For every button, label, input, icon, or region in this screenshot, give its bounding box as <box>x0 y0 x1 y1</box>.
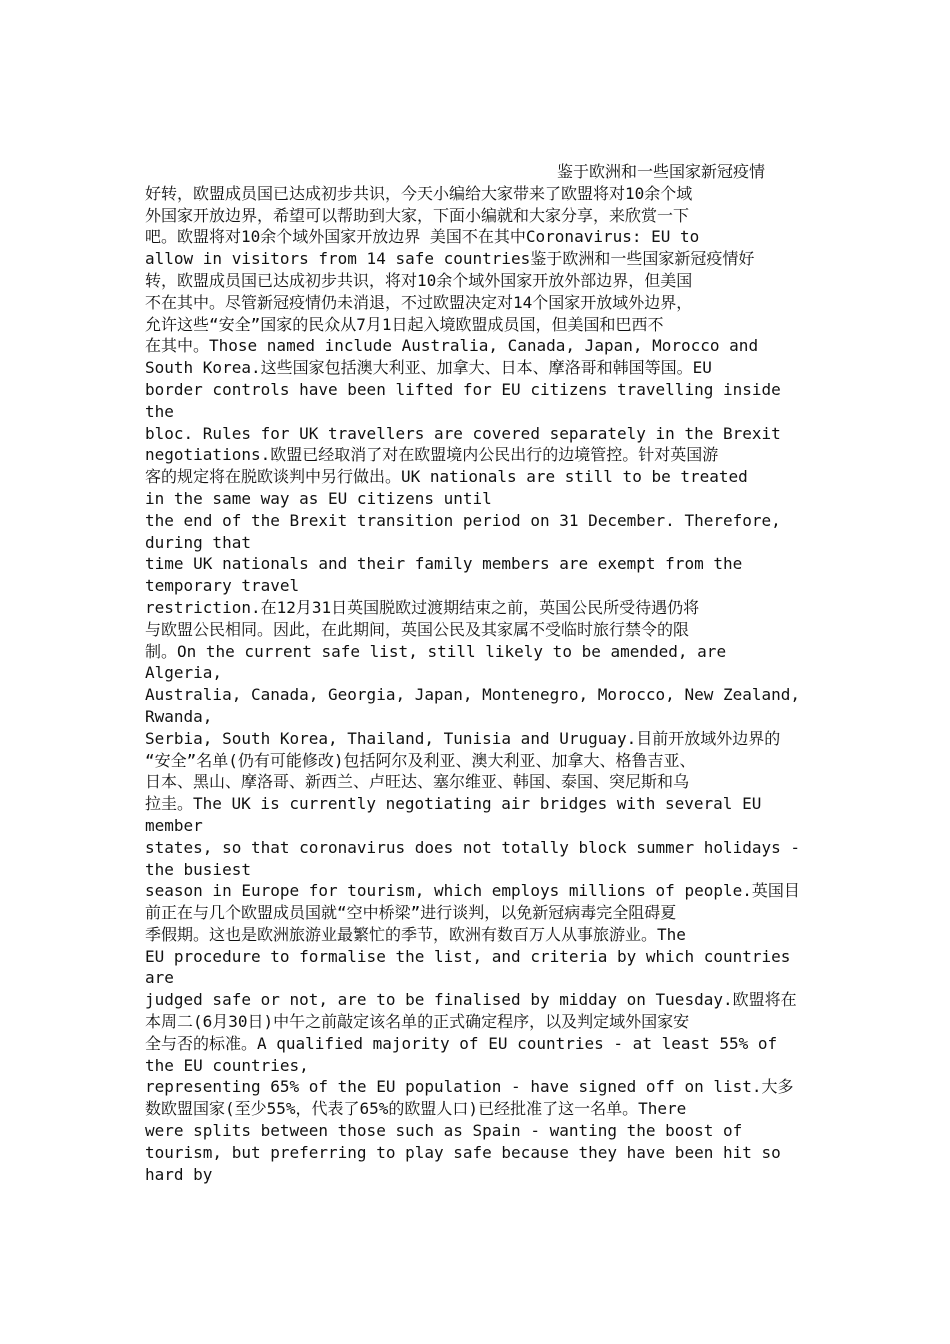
text-line: bloc. Rules for UK travellers are covered separately in the Brexit <box>145 423 781 443</box>
text-line: “安全”名单(仍有可能修改)包括阿尔及利亚、澳大利亚、加拿大、格鲁吉亚、 <box>145 750 696 770</box>
article-body <box>145 161 807 1185</box>
text-line: 数欧盟国家(至少55%，代表了65%的欧盟人口)已经批准了这一名单。There <box>145 1099 687 1119</box>
text-line: the busiest <box>145 859 251 879</box>
text-line: negotiations.欧盟已经取消了对在欧盟境内公民出行的边境管控。针对英国游 <box>145 445 719 465</box>
text-line: allow in visitors from 14 safe countries鉴于欧洲和一些国家新冠疫情好 <box>145 249 755 269</box>
text-line: 转，欧盟成员国已达成初步共识，将对10余个域外国家开放外部边界，但美国 <box>145 270 693 290</box>
text-line: restriction.在12月31日英国脱欧过渡期结束之前，英国公民所受待遇仍将 <box>145 597 700 617</box>
text-line: EU procedure to formalise the list, and criteria by which countries <box>145 946 791 966</box>
text-line: 拉圭。The UK is currently negotiating air bridges with several EU <box>145 794 762 814</box>
text-line: Algeria, <box>145 663 223 683</box>
text-line: 客的规定将在脱欧谈判中另行做出。UK nationals are still to be treated <box>145 467 748 487</box>
text-line: Serbia, South Korea, Thailand, Tunisia and Uruguay.目前开放域外边界的 <box>145 728 781 748</box>
text-line: 外国家开放边界，希望可以帮助到大家，下面小编就和大家分享，来欣赏一下 <box>145 205 690 225</box>
text-line: representing 65% of the EU population - have signed off on list.大多 <box>145 1077 794 1097</box>
text-line: border controls have been lifted for EU citizens travelling inside <box>145 379 781 399</box>
text-line: South Korea.这些国家包括澳大利亚、加拿大、日本、摩洛哥和韩国等国。EU <box>145 358 712 378</box>
text-line: hard by <box>145 1164 213 1184</box>
text-line: in the same way as EU citizens until <box>145 488 492 508</box>
text-line: 在其中。Those named include Australia, Canada, Japan, Morocco and <box>145 336 759 356</box>
text-line: 日本、黑山、摩洛哥、新西兰、卢旺达、塞尔维亚、韩国、泰国、突尼斯和乌 <box>145 772 690 792</box>
text-line: 不在其中。尽管新冠疫情仍未消退，不过欧盟决定对14个国家开放域外边界， <box>145 292 693 312</box>
text-line: judged safe or not, are to be finalised by midday on Tuesday.欧盟将在 <box>145 990 797 1010</box>
text-line: 与欧盟公民相同。因此，在此期间，英国公民及其家属不受临时旅行禁令的限 <box>145 619 690 639</box>
text-line: season in Europe for tourism, which employs millions of people.英国目 <box>145 881 800 901</box>
text-line: 制。On the current safe list, still likely to be amended, are <box>145 641 727 661</box>
text-line: Rwanda, <box>145 706 213 726</box>
text-line: 本周二(6月30日)中午之前敲定该名单的正式确定程序，以及判定域外国家安 <box>145 1012 690 1032</box>
text-line: were splits between those such as Spain - wanting the boost of <box>145 1121 743 1141</box>
text-line: time UK nationals and their family members are exempt from the <box>145 554 743 574</box>
text-line: Australia, Canada, Georgia, Japan, Montenegro, Morocco, New Zealand, <box>145 685 801 705</box>
text-line: the <box>145 401 174 421</box>
text-line: states, so that coronavirus does not totally block summer holidays - <box>145 837 801 857</box>
text-line: the EU countries, <box>145 1055 309 1075</box>
text-line: the end of the Brexit transition period on 31 December. Therefore, <box>145 510 781 530</box>
text-line: 允许这些“安全”国家的民众从7月1日起入境欧盟成员国，但美国和巴西不 <box>145 314 664 334</box>
text-line: 吧。欧盟将对10余个域外国家开放边界 美国不在其中Coronavirus: EU to <box>145 227 700 247</box>
text-line: 好转，欧盟成员国已达成初步共识，今天小编给大家带来了欧盟将对10余个域 <box>145 183 693 203</box>
text-line: are <box>145 968 174 988</box>
text-line: 前正在与几个欧盟成员国就“空中桥梁”进行谈判，以免新冠病毒完全阻碍夏 <box>145 903 677 923</box>
text-line: tourism, but preferring to play safe because they have been hit so <box>145 1142 781 1162</box>
text-line: 鉴于欧洲和一些国家新冠疫情 <box>557 162 766 181</box>
text-line: during that <box>145 532 251 552</box>
text-line: temporary travel <box>145 576 300 596</box>
text-line: 季假期。这也是欧洲旅游业最繁忙的季节，欧洲有数百万人从事旅游业。The <box>145 924 686 944</box>
text-line: member <box>145 815 203 835</box>
text-line: 全与否的标准。A qualified majority of EU countries - at least 55% of <box>145 1033 778 1053</box>
